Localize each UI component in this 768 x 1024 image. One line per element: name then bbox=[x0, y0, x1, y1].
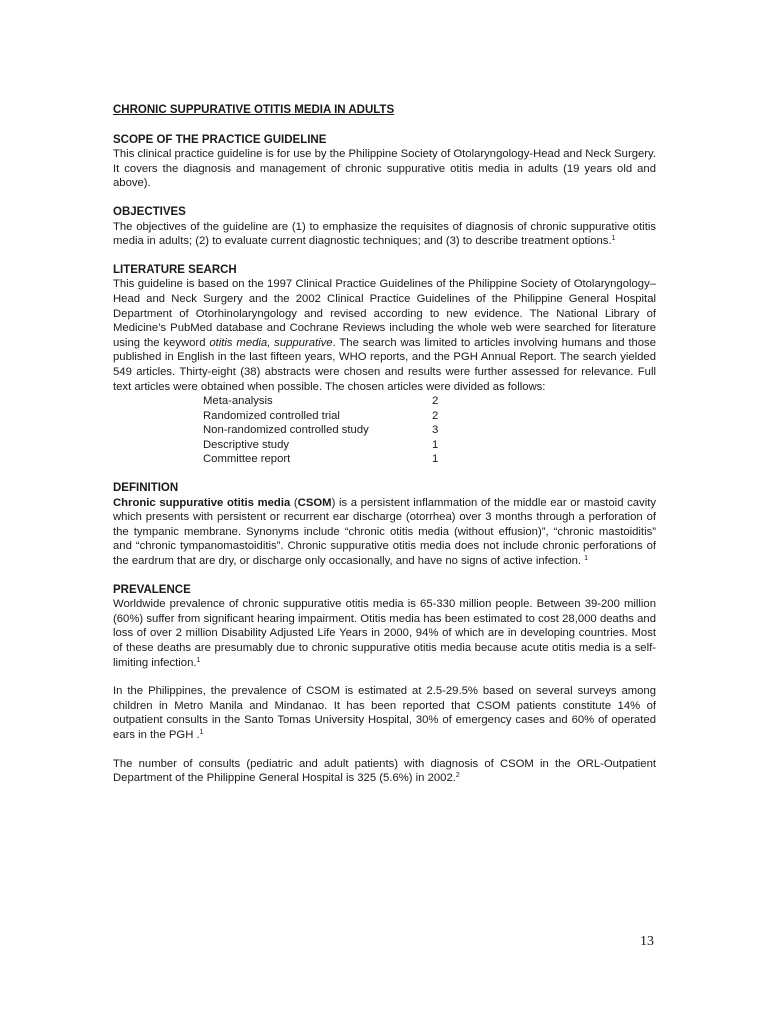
prevalence-paragraph-3 bbox=[113, 757, 656, 786]
prevalence-body-1: Worldwide prevalence of chronic suppurative otitis media is 65-330 million people. Between 39-200 million (60%) suffer from significant hearing impairment. Otitis media has been estimated to cost 28,000 deaths and loss of over 2 million Disability Adjusted Life Years in 2000, 94% of which are in developing countries. Most of these deaths are presumably due to chronic suppurative otitis media because acute otitis media is a self-limiting infection. bbox=[113, 598, 656, 669]
literature-body-a: This guideline is based on the 1997 Clinical Practice Guidelines of the Philippine Society of Otolaryngology– Head and Neck Surgery and the 2002 Clinical Practice Guidelines of the Philippine General Hospital Department of Otorhinolaryngology and revised according to new evidence. The National Library of Medicine’s PubMed database and Cochrane Reviews including the whole web were searched for literature using the keyword bbox=[113, 278, 656, 349]
search-keyword: otitis media, suppurative bbox=[209, 336, 333, 349]
objectives-section bbox=[113, 205, 656, 249]
reference-marker: 1 bbox=[584, 555, 589, 563]
scope-text: This clinical practice guideline is for use by the Philippine Society of Otolaryngology-Head and Neck Surgery. It covers the diagnosis and management of chronic suppurative otitis media in adults (19 years old and above). bbox=[113, 148, 656, 190]
study-type: Meta-analysis bbox=[203, 395, 273, 408]
definition-heading: DEFINITION bbox=[113, 482, 179, 495]
abbr-close: ) bbox=[331, 496, 336, 509]
study-type: Committee report bbox=[203, 453, 291, 466]
article-breakdown-table bbox=[203, 394, 463, 467]
prevalence-paragraph-1 bbox=[113, 597, 656, 670]
study-count: 2 bbox=[432, 409, 439, 422]
objectives-text bbox=[113, 220, 656, 249]
study-type: Non-randomized controlled study bbox=[203, 424, 369, 437]
document-page bbox=[113, 103, 656, 786]
table-row bbox=[203, 409, 463, 424]
table-row bbox=[203, 438, 463, 453]
study-type: Randomized controlled trial bbox=[203, 409, 340, 422]
objectives-heading: OBJECTIVES bbox=[113, 205, 186, 218]
definition-text bbox=[113, 496, 656, 569]
literature-section bbox=[113, 263, 656, 467]
study-count: 1 bbox=[432, 438, 439, 451]
prevalence-body-2: In the Philippines, the prevalence of CSOM is estimated at 2.5-29.5% based on several surveys among children in Metro Manila and Mindanao. It has been reported that CSOM patients constitute 14% of outpatient consults in the Santo Tomas University Hospital, 30% of emergency cases and 60% of operated ears in the PGH . bbox=[113, 685, 656, 741]
prevalence-body-3: The number of consults (pediatric and adult patients) with diagnosis of CSOM in the ORL-Outpatient Department of the Philippine General Hospital is 325 (5.6%) in 2002. bbox=[113, 757, 656, 785]
reference-marker: 1 bbox=[199, 728, 204, 736]
literature-heading: LITERATURE SEARCH bbox=[113, 263, 237, 276]
literature-text bbox=[113, 277, 656, 394]
reference-marker: 2 bbox=[455, 772, 460, 780]
table-row bbox=[203, 423, 463, 438]
definition-abbr: CSOM bbox=[297, 496, 332, 509]
page-number: 13 bbox=[640, 934, 654, 949]
definition-body: is a persistent inflammation of the middle ear or mastoid cavity which presents with persistent or recurrent ear discharge (otorrhea) over 3 months through a perforation of the tympanic membrane. Synonyms include “chronic otitis media (without effusion)”, “chronic mastoiditis” and “chronic tympanomastoiditis”. Chronic suppurative otitis media does not include chronic perforations of the eardrum that are dry, or discharge only occasionally, and have no signs of active infection. bbox=[113, 496, 656, 568]
definition-term: Chronic suppurative otitis media bbox=[113, 496, 291, 509]
literature-body-b: . The search was limited to articles involving humans and those published in English in the last fifteen years, WHO reports, and the PGH Annual Report. The search yielded 549 articles. Thirty-eight (38) abstracts were chosen and results were further assessed for relevance. Full text articles were obtained when possible. The chosen articles were divided as follows: bbox=[113, 336, 656, 393]
reference-marker: 1 bbox=[196, 656, 201, 664]
reference-marker: 1 bbox=[611, 235, 616, 243]
prevalence-paragraph-2 bbox=[113, 684, 656, 742]
table-row bbox=[203, 452, 463, 467]
objectives-body: The objectives of the guideline are (1) to emphasize the requisites of diagnosis of chronic suppurative otitis media in adults; (2) to evaluate current diagnostic techniques; and (3) to describe treatment options. bbox=[113, 220, 656, 248]
document-title: CHRONIC SUPPURATIVE OTITIS MEDIA IN ADULTS bbox=[113, 104, 395, 116]
scope-section bbox=[113, 133, 656, 191]
prevalence-section bbox=[113, 583, 656, 786]
study-count: 2 bbox=[432, 395, 439, 408]
study-count: 3 bbox=[432, 424, 439, 437]
table-row bbox=[203, 394, 463, 409]
definition-section bbox=[113, 481, 656, 569]
abbr-open: ( bbox=[290, 496, 298, 509]
prevalence-heading: PREVALENCE bbox=[113, 583, 191, 596]
study-count: 1 bbox=[432, 453, 439, 466]
study-type: Descriptive study bbox=[203, 438, 290, 451]
scope-heading: SCOPE OF THE PRACTICE GUIDELINE bbox=[113, 133, 327, 146]
